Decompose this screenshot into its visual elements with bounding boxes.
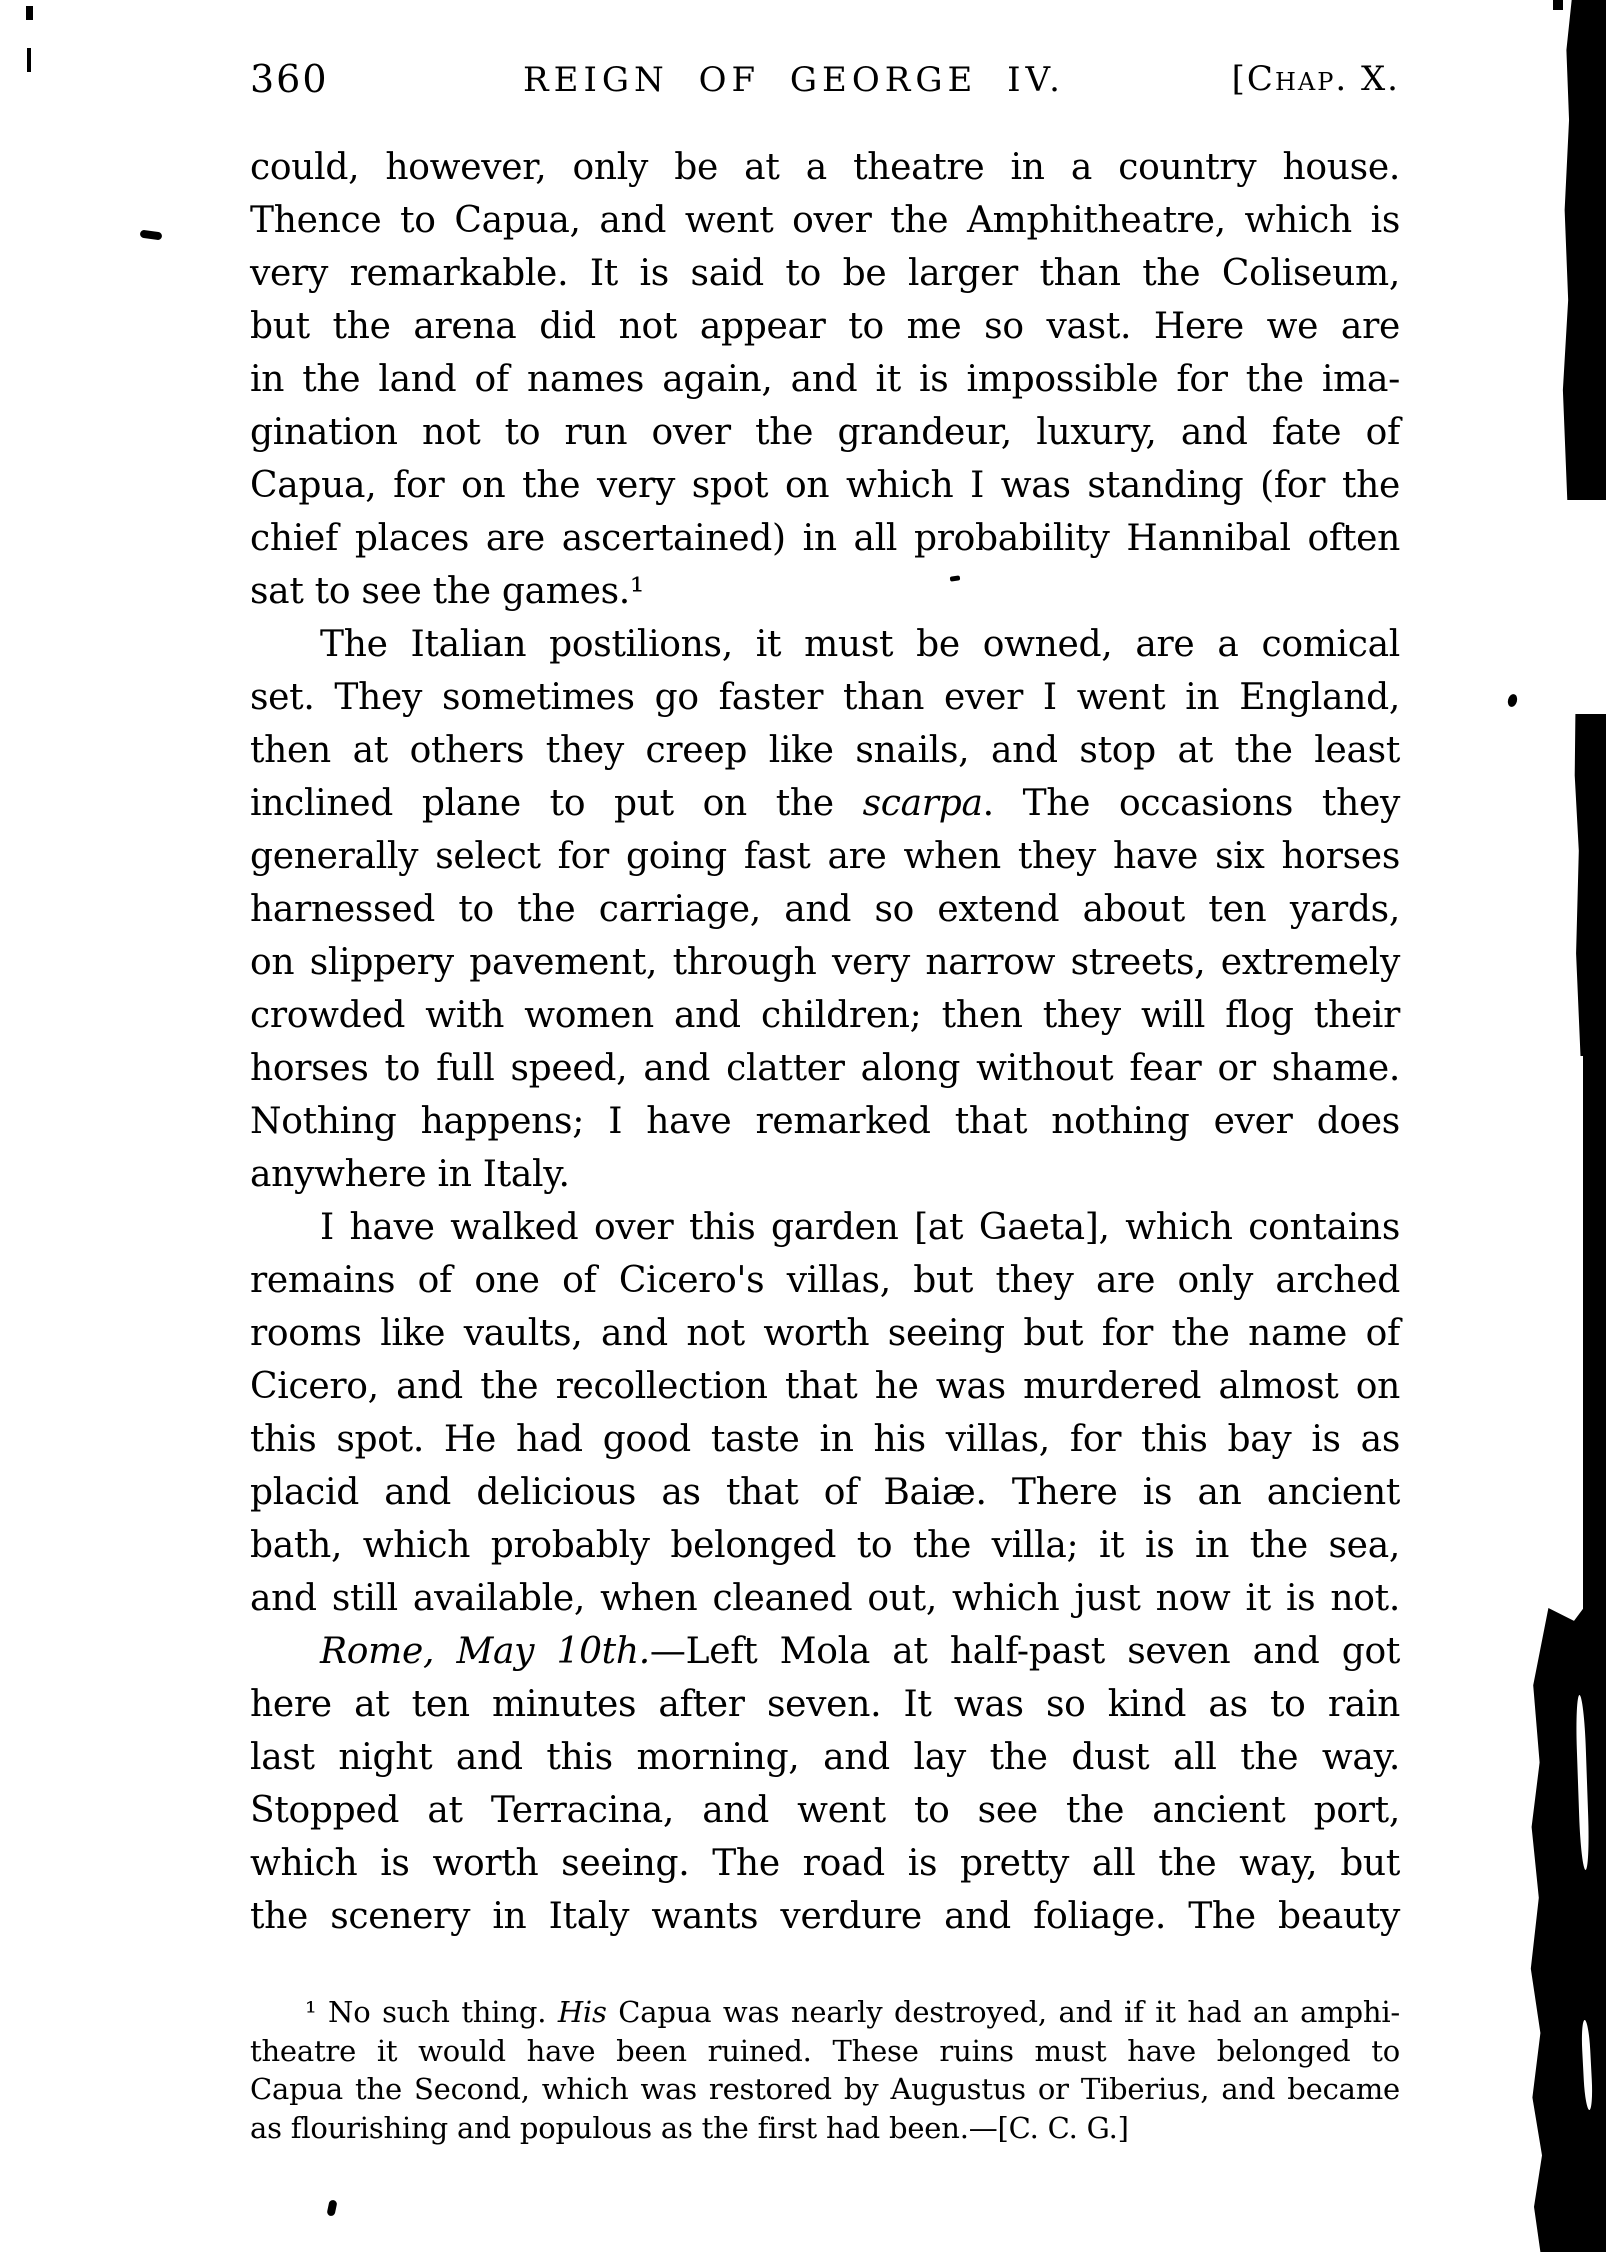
scan-speck (27, 48, 31, 72)
text-line: rooms like vaults, and not worth seeing but for the name of (250, 1313, 1400, 1354)
text-line: horses to full speed, and clatter along without fear or shame. (250, 1048, 1400, 1089)
text-line: Thence to Capua, and went over the Amphitheatre, which is (250, 200, 1400, 241)
text-line: as flourishing and populous as the first had been.—[C. C. G.] (250, 2110, 1129, 2145)
text-line: but the arena did not appear to me so vast. Here we are (250, 306, 1400, 347)
text-line: which is worth seeing. The road is pretty all the way, but (250, 1843, 1400, 1884)
text-line: this spot. He had good taste in his villas, for this bay is as (250, 1419, 1400, 1460)
text-line: on slippery pavement, through very narrow streets, extremely (250, 942, 1400, 983)
text-line: could, however, only be at a theatre in a country house. (250, 147, 1400, 188)
text-line: The Italian postilions, it must be owned, are a comical (320, 624, 1400, 665)
footnote (250, 1993, 1400, 2147)
running-title: REIGN OF GEORGE IV. (523, 60, 1065, 100)
text-line: crowded with women and children; then they will flog their (250, 995, 1400, 1036)
text-line: gination not to run over the grandeur, luxury, and fate of (250, 412, 1400, 453)
scan-speck (1506, 693, 1518, 708)
text-line: last night and this morning, and lay the dust all the way. (250, 1737, 1400, 1778)
binding-shadow-top (1562, 0, 1606, 500)
text-line: here at ten minutes after seven. It was so kind as to rain (250, 1684, 1400, 1725)
text-line: placid and delicious as that of Baiæ. There is an ancient (250, 1472, 1400, 1513)
text-line: Capua the Second, which was restored by Augustus or Tiberius, and became (250, 2072, 1400, 2106)
body-text (250, 141, 1400, 1943)
text-line: Nothing happens; I have remarked that nothing ever does (250, 1101, 1400, 1142)
text-line: I have walked over this garden [at Gaeta], which contains (320, 1207, 1400, 1248)
binding-shadow-middle (1572, 714, 1606, 1056)
binding-shadow-bottom-blob (1526, 1608, 1606, 2252)
text-line: anywhere in Italy. (250, 1154, 570, 1195)
text-line: Cicero, and the recollection that he was murdered almost on (250, 1366, 1400, 1407)
text-line: and still available, when cleaned out, which just now it is not. (250, 1578, 1400, 1619)
text-line: bath, which probably belonged to the villa; it is in the sea, (250, 1525, 1400, 1566)
binding-shadow-lower (1583, 1052, 1606, 1618)
scan-speck (1553, 0, 1563, 10)
text-line: Capua, for on the very spot on which I was standing (for the (250, 465, 1400, 506)
page-number: 360 (250, 57, 329, 101)
text-line: chief places are ascertained) in all probability Hannibal often (250, 518, 1400, 559)
text-line: harnessed to the carriage, and so extend about ten yards, (250, 889, 1400, 930)
text-line: sat to see the games.¹ (250, 571, 645, 612)
text-line: Rome, May 10th.—Left Mola at half-past seven and got (320, 1631, 1400, 1672)
scan-speck (140, 230, 163, 241)
text-line: set. They sometimes go faster than ever I went in England, (250, 677, 1400, 718)
text-line: then at others they creep like snails, and stop at the least (250, 730, 1400, 771)
text-line: inclined plane to put on the scarpa. The occasions they (250, 783, 1400, 824)
text-line: remains of one of Cicero's villas, but they are only arched (250, 1260, 1400, 1301)
text-line: theatre it would have been ruined. These ruins must have belonged to (250, 2033, 1400, 2068)
text-line: generally select for going fast are when they have six horses (250, 836, 1400, 877)
chapter-marker: [Chap. X. (1231, 59, 1400, 99)
text-line: Stopped at Terracina, and went to see the ancient port, (250, 1790, 1400, 1831)
text-line: in the land of names again, and it is impossible for the ima- (250, 359, 1400, 400)
text-line: very remarkable. It is said to be larger than the Coliseum, (250, 253, 1400, 294)
scan-speck (326, 2199, 337, 2216)
text-line: the scenery in Italy wants verdure and foliage. The beauty (250, 1896, 1400, 1937)
text-line: ¹ No such thing. His Capua was nearly destroyed, and if it had an amphi- (305, 1995, 1401, 2029)
scan-speck (26, 6, 33, 20)
